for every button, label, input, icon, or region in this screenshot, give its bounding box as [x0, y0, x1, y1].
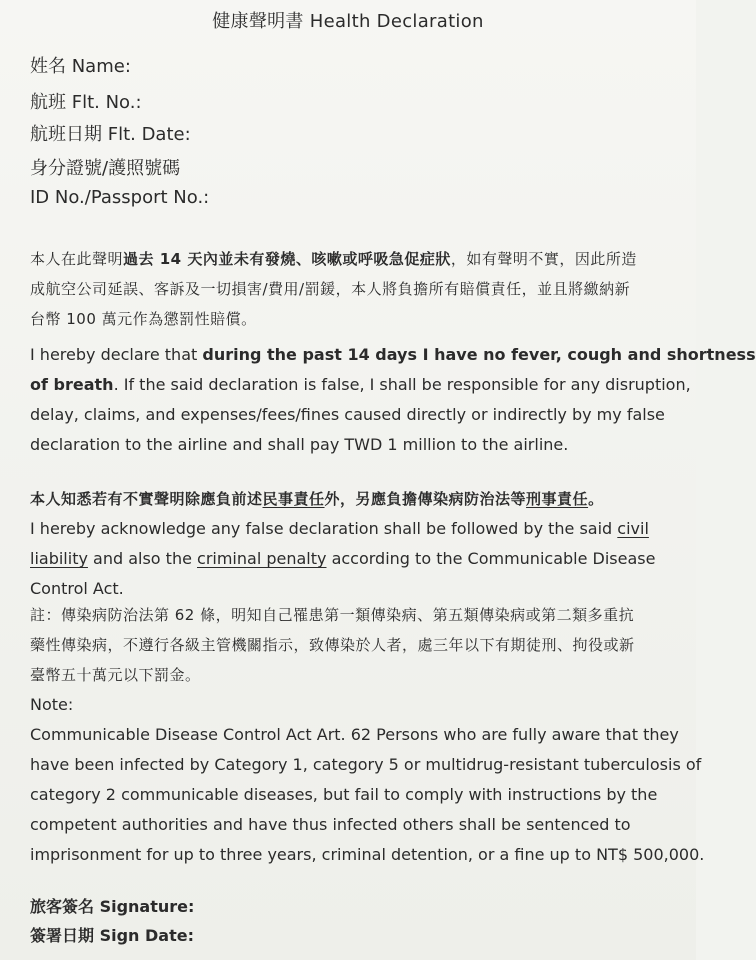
note-zh	[30, 600, 690, 690]
criminal-penalty-en: criminal penalty	[197, 549, 327, 568]
acknowledge-en-line-1	[30, 514, 690, 544]
declaration-en-line-1	[30, 340, 756, 370]
note-zh-line-3: 臺幣五十萬元以下罰金。	[30, 666, 201, 684]
note-en	[30, 690, 705, 870]
acknowledge-zh-line	[30, 484, 690, 514]
declaration-en-line-4: declaration to the airline and shall pay TWD 1 million to the airline.	[30, 435, 569, 454]
declaration-zh-text: ，如有聲明不實，因此所造	[450, 250, 637, 268]
acknowledge-zh	[30, 484, 690, 514]
flight-no-field-label: 航班 Flt. No.:	[30, 92, 142, 113]
id-field-label-en: ID No./Passport No.:	[30, 187, 210, 208]
acknowledge-zh-text: 外，另應負擔傳染病防治法等	[324, 490, 527, 508]
note-zh-line-1: 註：傳染病防治法第 62 條，明知自己罹患第一類傳染病、第五類傳染病或第二類多重抗	[30, 606, 635, 624]
sign-date-label: 簽署日期 Sign Date:	[30, 926, 194, 945]
declaration-en-text: I hereby declare that	[30, 345, 203, 364]
civil-liability-zh: 民事責任	[262, 490, 325, 508]
declaration-en-text: . If the said declaration is false, I shall be responsible for any disruption,	[113, 375, 691, 394]
declaration-zh	[30, 244, 690, 334]
declaration-en-line-3: delay, claims, and expenses/fees/fines caused directly or indirectly by my false	[30, 405, 665, 424]
declaration-zh-text: 本人在此聲明	[30, 250, 124, 268]
declaration-zh-emphasis: 過去 14 天內並未有發燒、咳嗽或呼吸急促症狀	[123, 250, 451, 268]
page-title: 健康聲明書 Health Declaration	[212, 11, 484, 32]
signature-label: 旅客簽名 Signature:	[30, 897, 195, 916]
declaration-en-emphasis: of breath	[30, 375, 114, 394]
acknowledge-zh-text: 本人知悉若有不實聲明除應負前述	[30, 490, 263, 508]
acknowledge-en	[30, 514, 690, 604]
acknowledge-zh-text: 。	[588, 490, 604, 508]
declaration-zh-line-2: 成航空公司延誤、客訴及一切損害/費用/罰鍰，本人將負擔所有賠償責任，並且將繳納新	[30, 280, 631, 298]
acknowledge-en-text: I hereby acknowledge any false declaration shall be followed by the said	[30, 519, 618, 538]
criminal-liability-zh: 刑事責任	[526, 490, 589, 508]
civil-liability-en-cont: liability	[30, 549, 88, 568]
acknowledge-en-text: and also the	[87, 549, 198, 568]
note-en-line-3: category 2 communicable diseases, but fail to comply with instructions by the	[30, 785, 658, 804]
note-zh-line-2: 藥性傳染病，不遵行各級主管機關指示，致傳染於人者，處三年以下有期徒刑、拘役或新	[30, 636, 635, 654]
acknowledge-en-line-2	[30, 544, 690, 574]
acknowledge-en-text: according to the Communicable Disease	[326, 549, 656, 568]
declaration-en	[30, 340, 756, 460]
acknowledge-en-line-3: Control Act.	[30, 579, 124, 598]
note-en-line-4: competent authorities and have thus infected others shall be sentenced to	[30, 815, 631, 834]
note-en-heading: Note:	[30, 695, 74, 714]
note-en-line-5: imprisonment for up to three years, criminal detention, or a fine up to NT$ 500,000.	[30, 845, 705, 864]
flight-date-field-label: 航班日期 Flt. Date:	[30, 124, 191, 145]
note-en-line-2: have been infected by Category 1, category 5 or multidrug-resistant tuberculosis of	[30, 755, 702, 774]
declaration-zh-line-1	[30, 244, 690, 274]
declaration-en-emphasis: during the past 14 days I have no fever, cough and shortness	[202, 345, 756, 364]
declaration-en-line-2	[30, 370, 690, 400]
name-field-label: 姓名 Name:	[30, 56, 131, 77]
declaration-zh-line-3: 台幣 100 萬元作為懲罰性賠償。	[30, 310, 257, 328]
civil-liability-en: civil	[617, 519, 649, 538]
id-field-label-zh: 身分證號/護照號碼	[30, 158, 181, 179]
note-en-line-1: Communicable Disease Control Act Art. 62 Persons who are fully aware that they	[30, 725, 679, 744]
